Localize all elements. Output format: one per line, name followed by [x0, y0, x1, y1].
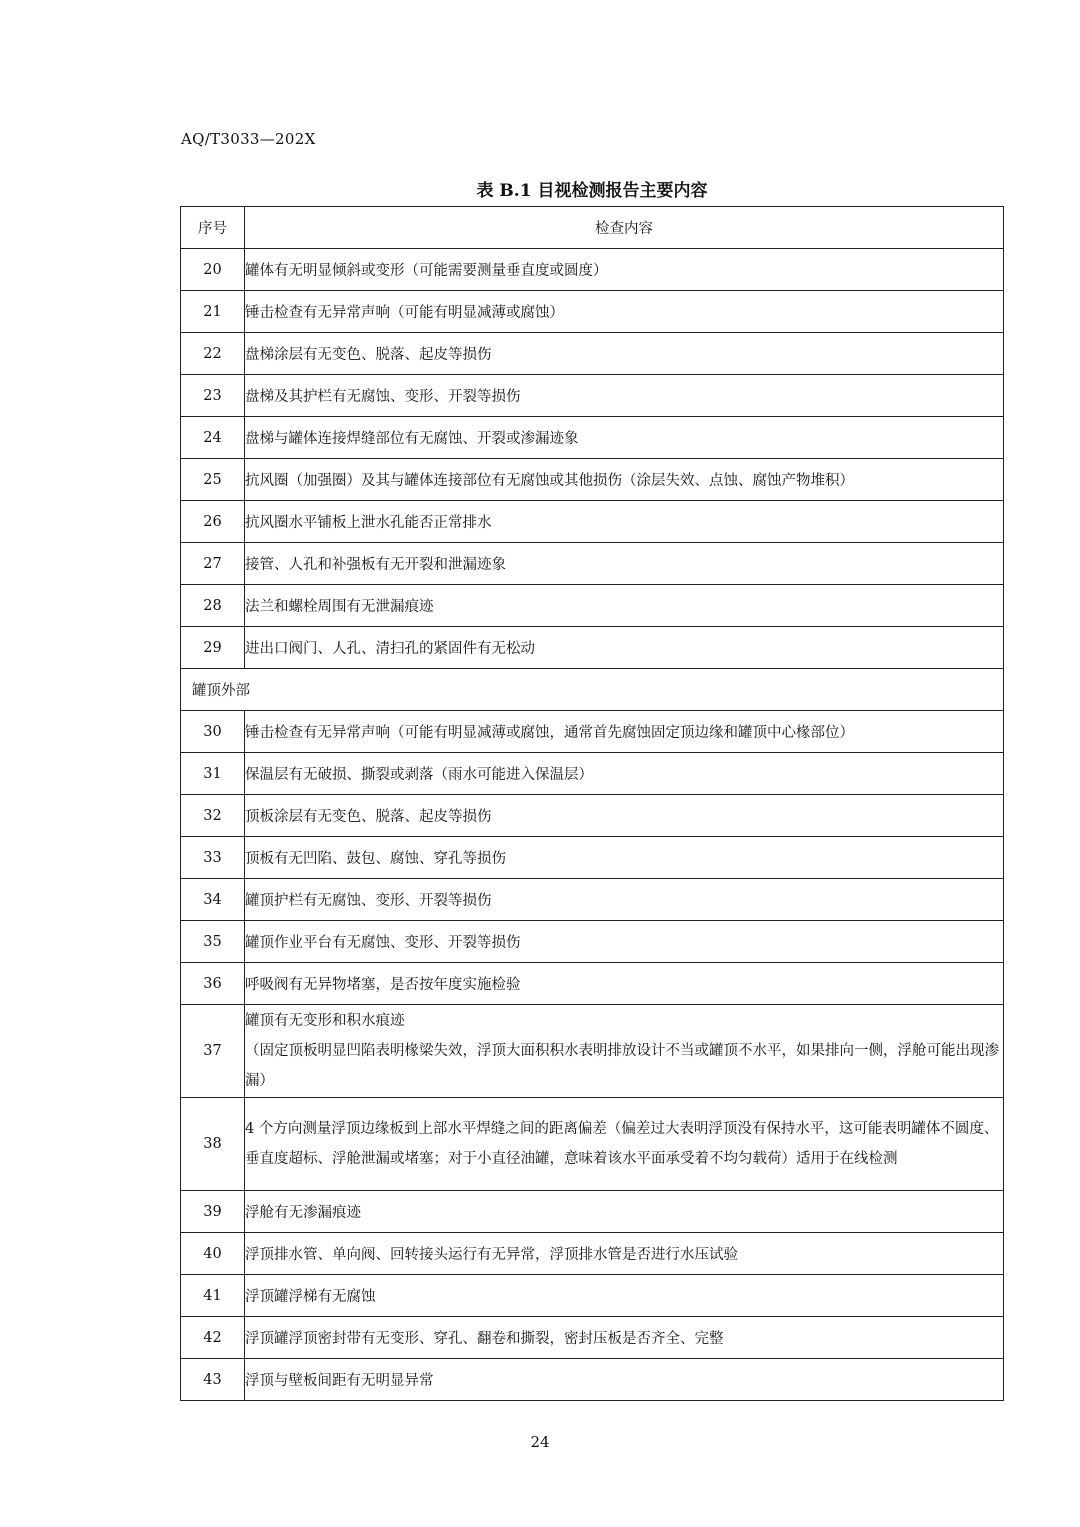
- row-number: 43: [181, 1359, 245, 1401]
- table-row: [181, 1275, 1004, 1317]
- row-content: 罐顶作业平台有无腐蚀、变形、开裂等损伤: [245, 921, 1004, 963]
- row-content: 盘梯与罐体连接焊缝部位有无腐蚀、开裂或渗漏迹象: [245, 417, 1004, 459]
- row-content: 4 个方向测量浮顶边缘板到上部水平焊缝之间的距离偏差（偏差过大表明浮顶没有保持水平，这可能表明罐体不圆度、垂直度超标、浮舱泄漏或堵塞；对于小直径油罐，意味着该水平面承受着不均匀载荷）适用于在线检测: [245, 1098, 1004, 1191]
- row-content: 浮舱有无渗漏痕迹: [245, 1191, 1004, 1233]
- row-number: 38: [181, 1098, 245, 1191]
- row-number: 29: [181, 627, 245, 669]
- row-number: 40: [181, 1233, 245, 1275]
- row-number: 34: [181, 879, 245, 921]
- section-row: [181, 669, 1004, 711]
- table-row: [181, 879, 1004, 921]
- table-row: [181, 837, 1004, 879]
- row-number: 30: [181, 711, 245, 753]
- page-number: 24: [530, 1433, 550, 1451]
- table-row: [181, 627, 1004, 669]
- row-content: 顶板涂层有无变色、脱落、起皮等损伤: [245, 795, 1004, 837]
- row-content: 顶板有无凹陷、鼓包、腐蚀、穿孔等损伤: [245, 837, 1004, 879]
- section-label: 罐顶外部: [181, 669, 1004, 711]
- row-content: 浮顶罐浮顶密封带有无变形、穿孔、翻卷和撕裂，密封压板是否齐全、完整: [245, 1317, 1004, 1359]
- table-row: [181, 1191, 1004, 1233]
- row-number: 26: [181, 501, 245, 543]
- row-number: 33: [181, 837, 245, 879]
- table-row: [181, 921, 1004, 963]
- row-number: 23: [181, 375, 245, 417]
- column-header-num: 序号: [181, 207, 245, 249]
- column-header-content: 检查内容: [245, 207, 1004, 249]
- row-content: 法兰和螺栓周围有无泄漏痕迹: [245, 585, 1004, 627]
- table-row: [181, 795, 1004, 837]
- row-content: 盘梯涂层有无变色、脱落、起皮等损伤: [245, 333, 1004, 375]
- row-content: 抗风圈（加强圈）及其与罐体连接部位有无腐蚀或其他损伤（涂层失效、点蚀、腐蚀产物堆积）: [245, 459, 1004, 501]
- row-content: 浮顶罐浮梯有无腐蚀: [245, 1275, 1004, 1317]
- table-row: [181, 1317, 1004, 1359]
- row-number: 27: [181, 543, 245, 585]
- row-number: 20: [181, 249, 245, 291]
- table-row: [181, 501, 1004, 543]
- row-number: 39: [181, 1191, 245, 1233]
- table-row: [181, 417, 1004, 459]
- row-number: 31: [181, 753, 245, 795]
- row-number: 21: [181, 291, 245, 333]
- table-row: [181, 333, 1004, 375]
- row-number: 41: [181, 1275, 245, 1317]
- row-number: 32: [181, 795, 245, 837]
- row-content: 接管、人孔和补强板有无开裂和泄漏迹象: [245, 543, 1004, 585]
- row-content: 锤击检查有无异常声响（可能有明显减薄或腐蚀，通常首先腐蚀固定顶边缘和罐顶中心椽部位）: [245, 711, 1004, 753]
- row-content-line: 罐顶有无变形和积水痕迹: [245, 1013, 405, 1029]
- row-content: [245, 1005, 1004, 1098]
- table-row: [181, 1098, 1004, 1191]
- row-number: 25: [181, 459, 245, 501]
- row-number: 35: [181, 921, 245, 963]
- row-content: 锤击检查有无异常声响（可能有明显减薄或腐蚀）: [245, 291, 1004, 333]
- row-number: 42: [181, 1317, 245, 1359]
- table-row: [181, 291, 1004, 333]
- row-content: 罐顶护栏有无腐蚀、变形、开裂等损伤: [245, 879, 1004, 921]
- table-row: [181, 1005, 1004, 1098]
- row-content: 进出口阀门、人孔、清扫孔的紧固件有无松动: [245, 627, 1004, 669]
- row-content: 罐体有无明显倾斜或变形（可能需要测量垂直度或圆度）: [245, 249, 1004, 291]
- document-code: AQ/T3033—202X: [181, 130, 316, 148]
- row-number: 37: [181, 1005, 245, 1098]
- table-row: [181, 459, 1004, 501]
- row-content: 浮顶与壁板间距有无明显异常: [245, 1359, 1004, 1401]
- row-content: 盘梯及其护栏有无腐蚀、变形、开裂等损伤: [245, 375, 1004, 417]
- table-title: 表 B.1 目视检测报告主要内容: [476, 181, 708, 201]
- table-row: [181, 249, 1004, 291]
- table-row: [181, 585, 1004, 627]
- inspection-table: [180, 206, 1004, 1401]
- table-row: [181, 1359, 1004, 1401]
- row-content: 保温层有无破损、撕裂或剥落（雨水可能进入保温层）: [245, 753, 1004, 795]
- row-content: 抗风圈水平铺板上泄水孔能否正常排水: [245, 501, 1004, 543]
- table-row: [181, 711, 1004, 753]
- row-number: 28: [181, 585, 245, 627]
- table-row: [181, 963, 1004, 1005]
- row-content-line: （固定顶板明显凹陷表明椽梁失效，浮顶大面积积水表明排放设计不当或罐顶不水平，如果排向一侧，浮舱可能出现渗漏）: [245, 1043, 999, 1089]
- table-row: [181, 1233, 1004, 1275]
- table-row: [181, 753, 1004, 795]
- row-number: 24: [181, 417, 245, 459]
- row-number: 22: [181, 333, 245, 375]
- row-content: 呼吸阀有无异物堵塞，是否按年度实施检验: [245, 963, 1004, 1005]
- row-content: 浮顶排水管、单向阀、回转接头运行有无异常，浮顶排水管是否进行水压试验: [245, 1233, 1004, 1275]
- row-number: 36: [181, 963, 245, 1005]
- table-row: [181, 375, 1004, 417]
- table-row: [181, 543, 1004, 585]
- table-header-row: [181, 207, 1004, 249]
